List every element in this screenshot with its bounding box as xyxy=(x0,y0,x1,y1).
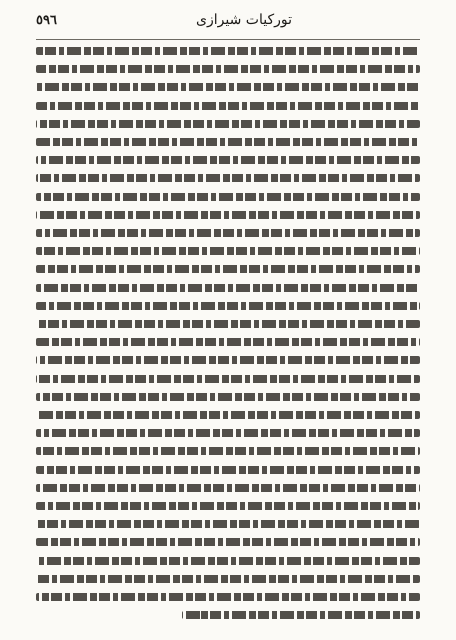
text-line xyxy=(36,302,420,310)
text-line xyxy=(36,65,420,73)
text-line xyxy=(36,138,420,146)
text-line xyxy=(182,611,420,619)
text-line xyxy=(36,375,420,383)
text-line xyxy=(36,102,420,110)
running-title: تورکیات شیرازی xyxy=(196,12,292,28)
text-line xyxy=(36,83,420,91)
text-line xyxy=(36,356,420,364)
text-line xyxy=(36,447,420,455)
text-line xyxy=(36,229,420,237)
text-line xyxy=(36,557,420,565)
text-line xyxy=(36,484,420,492)
text-line xyxy=(36,393,420,401)
text-line xyxy=(36,429,420,437)
text-line xyxy=(36,593,420,601)
text-line xyxy=(36,120,420,128)
body-text-block xyxy=(36,43,420,627)
header-rule xyxy=(36,39,420,40)
text-line xyxy=(36,338,420,346)
text-line xyxy=(36,174,420,182)
text-line xyxy=(36,538,420,546)
text-line xyxy=(36,575,420,583)
page-number: ٥٩٦ xyxy=(36,13,57,28)
text-line xyxy=(36,520,420,528)
text-line xyxy=(36,211,420,219)
text-line xyxy=(36,156,420,164)
text-line xyxy=(36,320,420,328)
running-head xyxy=(36,12,420,38)
text-line xyxy=(36,284,420,292)
text-line xyxy=(36,47,420,55)
text-line xyxy=(36,247,420,255)
text-line xyxy=(36,193,420,201)
text-line xyxy=(36,411,420,419)
text-line xyxy=(36,466,420,474)
text-line xyxy=(36,502,420,510)
text-line xyxy=(36,265,420,273)
